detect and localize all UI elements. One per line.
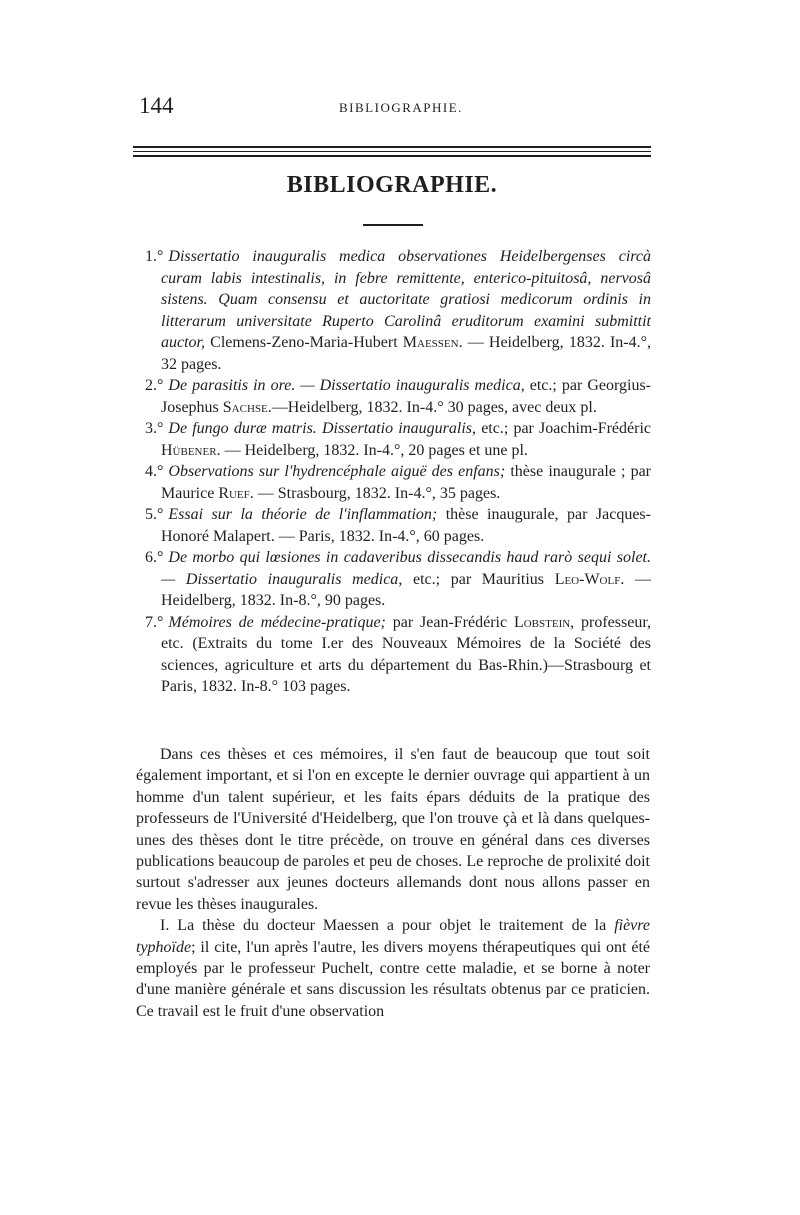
- entry-mid: par Jean-Frédéric: [385, 613, 508, 631]
- entry-author: Maessen: [402, 334, 459, 351]
- entry-details: . — Heidelberg, 1832. In-4.°, 32 pages.: [161, 334, 652, 373]
- entry-title: Dissertatio inauguralis medica observationes Heidelbergenses circà curam labis intestinalis, in febre remittente, enterico-pituitosâ, nervosâ sistens. Quam consensu et auctoritate gratiosi medicorum ordinis in litterarum universitate Ruperto Carolinâ eruditorum examini submittit auctor,: [161, 248, 651, 351]
- paragraph-text: I. La thèse du docteur Maessen a pour objet le traitement de la: [160, 917, 607, 935]
- entry-number: 2.°: [145, 377, 164, 394]
- entry-title: De parasitis in ore. — Dissertatio inauguralis medica: [168, 377, 521, 394]
- entry-number: 5.°: [145, 506, 164, 523]
- entry-title: De fungo duræ matris. Dissertatio inauguralis: [168, 420, 473, 437]
- section-title: BIBLIOGRAPHIE.: [286, 172, 498, 198]
- entry-author: Sachse: [222, 398, 268, 416]
- entry-author: Leo-Wolf: [554, 570, 621, 588]
- entry-details: — Paris, 1832. In-4.°, 60 pages.: [274, 527, 485, 545]
- entry-mid: , etc.; par Mauritius: [398, 570, 545, 588]
- emphasis-text: fièvre typhoïde: [136, 917, 651, 956]
- entry-details: . — Strasbourg, 1832. In-4.°, 35 pages.: [249, 484, 501, 502]
- running-head: [139, 93, 659, 123]
- body-text: [136, 744, 650, 1022]
- entry-mid: thèse inaugurale, par Jacques-Honoré Malapert.: [161, 506, 651, 545]
- header-rule: [133, 155, 651, 157]
- entry-title: De morbo qui lœsiones in cadaveribus dissecandis haud rarò sequi solet. — Dissertatio inauguralis medica: [161, 549, 651, 588]
- bibliography-entry: [145, 547, 651, 612]
- entry-title: Observations sur l'hydrencéphale aiguë des enfans;: [168, 463, 506, 480]
- bibliography-entry: [145, 461, 651, 504]
- entry-author: Ruef: [218, 484, 250, 502]
- entry-author-prefix: Clemens-Zeno-Maria-Hubert: [210, 334, 398, 351]
- entry-mid: , etc.; par Georgius-Josephus: [161, 377, 652, 416]
- bibliography-entry: [145, 612, 651, 698]
- entry-mid: thèse inaugurale ; par Maurice: [161, 463, 651, 502]
- entry-title: Essai sur la théorie de l'inflammation;: [168, 506, 438, 523]
- entry-details: , professeur, etc. (Extraits du tome I.er des Nouveaux Mémoires de la Société des sciences, agriculture et arts du département du Bas-Rhin.)—Strasbourg et Paris, 1832. In-8.° 103 pages.: [161, 613, 652, 695]
- bibliography-list: [145, 246, 651, 698]
- entry-number: 4.°: [145, 463, 164, 480]
- entry-author: Lobstein: [513, 613, 571, 631]
- entry-details: .—Heidelberg, 1832. In-4.° 30 pages, avec deux pl.: [267, 398, 597, 416]
- entry-details: . — Heidelberg, 1832. In-4.°, 20 pages et une pl.: [216, 441, 528, 459]
- bibliography-entry: [145, 246, 651, 375]
- running-title: BIBLIOGRAPHIE.: [339, 100, 463, 115]
- paragraph: [136, 915, 650, 1022]
- entry-number: 3.°: [145, 420, 164, 437]
- entry-title: Mémoires de médecine-pratique;: [168, 613, 386, 631]
- entry-mid: , etc.; par Joachim-Frédéric: [472, 420, 651, 437]
- bibliography-entry: [145, 504, 651, 547]
- bibliography-entry: [145, 375, 651, 418]
- page-number: 144: [139, 93, 174, 118]
- paragraph: Dans ces thèses et ces mémoires, il s'en faut de beaucoup que tout soit également important, et si l'on en excepte le dernier ouvrage qui appartient à un homme d'un talent supérieur, et les faits épars déduits de la pratique des professeurs de l'Université d'Heidelberg, que l'on trouve çà et là dans quelques-unes des thèses dont le titre précède, on trouve en général dans ces diverses publications beaucoup de paroles et peu de choses. Le reproche de prolixité doit surtout s'adresser aux jeunes docteurs allemands dont nous allons passer en revue les thèses inaugurales.: [136, 746, 650, 913]
- title-ornament: [363, 224, 423, 226]
- bibliography-entry: [145, 418, 651, 461]
- header-rule: [133, 151, 651, 152]
- entry-number: 1.°: [145, 248, 164, 265]
- entry-author: Hübener: [161, 441, 217, 459]
- entry-number: 6.°: [145, 549, 164, 566]
- entry-details: . — Heidelberg, 1832. In-8.°, 90 pages.: [161, 570, 651, 609]
- entry-number: 7.°: [145, 613, 164, 631]
- paragraph-text: ; il cite, l'un après l'autre, les divers moyens thérapeutiques qui ont été employés par le professeur Puchelt, contre cette maladie, et se borne à noter d'une manière générale et sans discussion les résultats obtenus par ce praticien. Ce travail est le fruit d'une observation: [136, 938, 650, 1020]
- header-rule: [133, 146, 651, 148]
